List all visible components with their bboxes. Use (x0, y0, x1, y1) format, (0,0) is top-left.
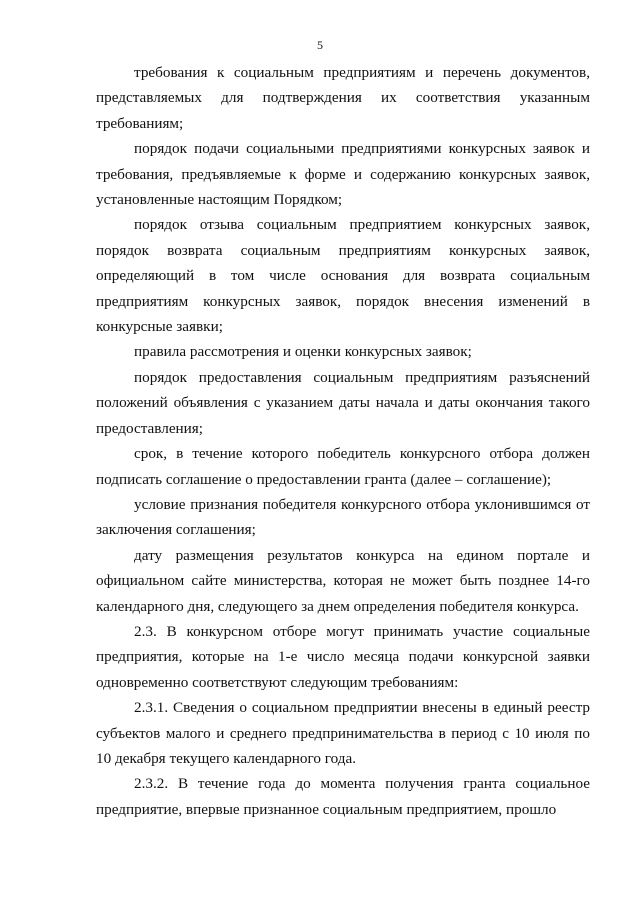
page-number: 5 (317, 38, 323, 52)
paragraph-withdrawal-order: порядок отзыва социальным предприятием конкурсных заявок, порядок возврата социальным предприятиям конкурсных заявок, определяющий в том числе основания для возврата социальным предприятиям конкурсных заявок, порядок внесения изменений в конкурсные заявки; (96, 216, 590, 336)
paragraph-section-2-3-2: 2.3.2. В течение года до момента получения гранта социальное предприятие, впервые признанное социальным предприятием, прошло (96, 775, 590, 818)
paragraph-review-rules: правила рассмотрения и оценки конкурсных заявок; (134, 343, 472, 361)
paragraph-clarifications: порядок предоставления социальным предприятиям разъяснений положений объявления с указанием даты начала и даты окончания такого предоставления; (96, 368, 590, 437)
paragraph-results-date: дату размещения результатов конкурса на едином портале и официальном сайте министерства, которая не может быть позднее 14-го календарного дня, следующего за днем определения победителя конкурса. (96, 546, 590, 615)
paragraph-signing-term: срок, в течение которого победитель конкурсного отбора должен подписать соглашение о предоставлении гранта (далее – соглашение); (96, 445, 590, 488)
paragraph-section-2-3-1: 2.3.1. Сведения о социальном предприятии внесены в единый реестр субъектов малого и среднего предпринимательства в период с 10 июля по 10 декабря текущего календарного года. (96, 699, 590, 767)
paragraph-section-2-3: 2.3. В конкурсном отборе могут принимать участие социальные предприятия, которые на 1-е число месяца подачи конкурсной заявки одновременно соответствуют следующим требованиям: (96, 622, 590, 691)
document-body (96, 60, 590, 822)
paragraph-submission-order: порядок подачи социальными предприятиями конкурсных заявок и требования, предъявляемые к форме и содержанию конкурсных заявок, установленные настоящим Порядком; (96, 140, 590, 209)
paragraph-requirements: требования к социальным предприятиям и перечень документов, представляемых для подтверждения их соответствия указанным требованиям; (96, 64, 590, 132)
paragraph-evasion-condition: условие признания победителя конкурсного отбора уклонившимся от заключения соглашения; (96, 495, 590, 539)
